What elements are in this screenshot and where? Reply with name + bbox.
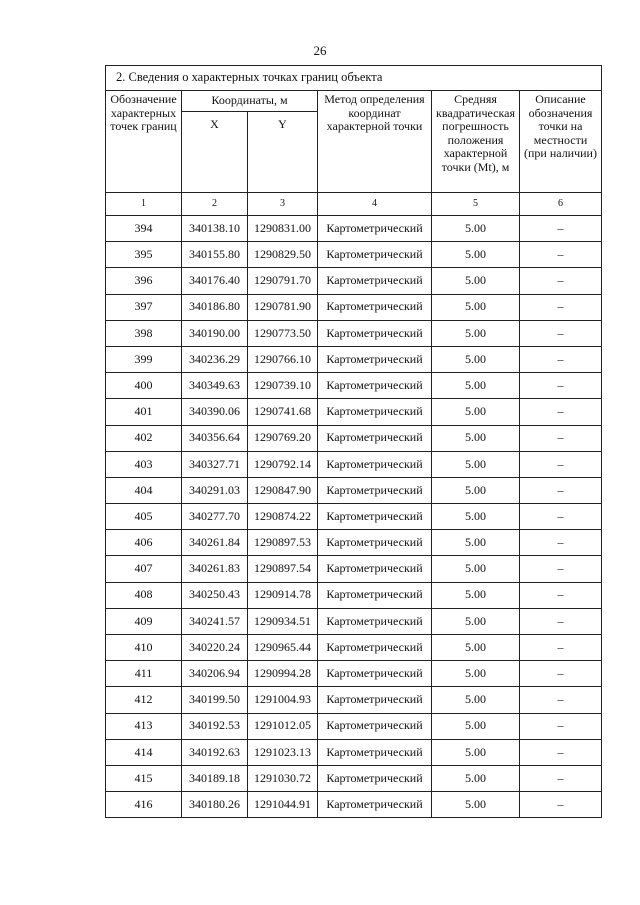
- description-cell: –: [520, 635, 602, 661]
- point-id-cell: 395: [106, 242, 182, 268]
- x-coordinate-cell: 340186.80: [182, 294, 248, 320]
- point-id-cell: 404: [106, 477, 182, 503]
- x-coordinate-cell: 340176.40: [182, 268, 248, 294]
- method-cell: Картометрический: [318, 635, 432, 661]
- point-id-cell: 401: [106, 399, 182, 425]
- description-cell: –: [520, 608, 602, 634]
- point-id-cell: 407: [106, 556, 182, 582]
- point-id-cell: 413: [106, 713, 182, 739]
- y-coordinate-cell: 1290965.44: [248, 635, 318, 661]
- method-cell: Картометрический: [318, 477, 432, 503]
- description-cell: –: [520, 687, 602, 713]
- y-coordinate-cell: 1290769.20: [248, 425, 318, 451]
- accuracy-cell: 5.00: [432, 425, 520, 451]
- accuracy-cell: 5.00: [432, 530, 520, 556]
- accuracy-cell: 5.00: [432, 242, 520, 268]
- point-id-cell: 409: [106, 608, 182, 634]
- table-row: [106, 765, 602, 791]
- description-cell: –: [520, 451, 602, 477]
- accuracy-cell: 5.00: [432, 216, 520, 242]
- method-cell: Картометрический: [318, 739, 432, 765]
- description-cell: –: [520, 294, 602, 320]
- table-row: [106, 530, 602, 556]
- accuracy-cell: 5.00: [432, 320, 520, 346]
- method-cell: Картометрический: [318, 661, 432, 687]
- method-cell: Картометрический: [318, 687, 432, 713]
- x-coordinate-cell: 340261.83: [182, 556, 248, 582]
- method-cell: Картометрический: [318, 451, 432, 477]
- point-id-cell: 394: [106, 216, 182, 242]
- accuracy-cell: 5.00: [432, 504, 520, 530]
- x-coordinate-cell: 340192.53: [182, 713, 248, 739]
- x-coordinate-cell: 340291.03: [182, 477, 248, 503]
- y-coordinate-cell: 1291023.13: [248, 739, 318, 765]
- method-cell: Картометрический: [318, 268, 432, 294]
- point-id-cell: 396: [106, 268, 182, 294]
- x-coordinate-cell: 340356.64: [182, 425, 248, 451]
- description-cell: –: [520, 320, 602, 346]
- accuracy-cell: 5.00: [432, 582, 520, 608]
- description-cell: –: [520, 373, 602, 399]
- accuracy-cell: 5.00: [432, 792, 520, 818]
- table-row: [106, 635, 602, 661]
- method-cell: Картометрический: [318, 504, 432, 530]
- table-row: [106, 504, 602, 530]
- description-cell: –: [520, 765, 602, 791]
- table-row: [106, 399, 602, 425]
- y-coordinate-cell: 1290773.50: [248, 320, 318, 346]
- table-caption-row: [106, 66, 602, 91]
- y-coordinate-cell: 1291004.93: [248, 687, 318, 713]
- accuracy-cell: 5.00: [432, 713, 520, 739]
- y-coordinate-cell: 1290897.54: [248, 556, 318, 582]
- description-cell: –: [520, 661, 602, 687]
- table-row: [106, 425, 602, 451]
- table-row: [106, 268, 602, 294]
- y-coordinate-cell: 1290994.28: [248, 661, 318, 687]
- point-id-cell: 410: [106, 635, 182, 661]
- accuracy-cell: 5.00: [432, 765, 520, 791]
- x-coordinate-cell: 340241.57: [182, 608, 248, 634]
- y-coordinate-cell: 1290791.70: [248, 268, 318, 294]
- description-cell: –: [520, 346, 602, 372]
- method-cell: Картометрический: [318, 346, 432, 372]
- accuracy-cell: 5.00: [432, 399, 520, 425]
- y-coordinate-cell: 1290874.22: [248, 504, 318, 530]
- description-cell: –: [520, 556, 602, 582]
- y-coordinate-cell: 1290847.90: [248, 477, 318, 503]
- table-row: [106, 582, 602, 608]
- description-cell: –: [520, 739, 602, 765]
- y-coordinate-cell: 1290766.10: [248, 346, 318, 372]
- method-cell: Картометрический: [318, 530, 432, 556]
- method-cell: Картометрический: [318, 216, 432, 242]
- description-cell: –: [520, 399, 602, 425]
- description-cell: –: [520, 268, 602, 294]
- y-coordinate-cell: 1290781.90: [248, 294, 318, 320]
- table-row: [106, 661, 602, 687]
- table-row: [106, 346, 602, 372]
- column-number: 1: [106, 193, 182, 216]
- point-id-cell: 397: [106, 294, 182, 320]
- table-row: [106, 294, 602, 320]
- header-row: [106, 91, 602, 112]
- description-cell: –: [520, 477, 602, 503]
- header-designation: Обозначение характерных точек границ: [106, 91, 182, 193]
- point-id-cell: 405: [106, 504, 182, 530]
- y-coordinate-cell: 1290897.53: [248, 530, 318, 556]
- accuracy-cell: 5.00: [432, 556, 520, 582]
- x-coordinate-cell: 340250.43: [182, 582, 248, 608]
- method-cell: Картометрический: [318, 765, 432, 791]
- accuracy-cell: 5.00: [432, 477, 520, 503]
- table-row: [106, 373, 602, 399]
- table-row: [106, 320, 602, 346]
- header-description: Описание обозначения точки на местности (при наличии): [520, 91, 602, 193]
- point-id-cell: 400: [106, 373, 182, 399]
- accuracy-cell: 5.00: [432, 451, 520, 477]
- accuracy-cell: 5.00: [432, 687, 520, 713]
- accuracy-cell: 5.00: [432, 294, 520, 320]
- point-id-cell: 408: [106, 582, 182, 608]
- table-row: [106, 216, 602, 242]
- method-cell: Картометрический: [318, 792, 432, 818]
- accuracy-cell: 5.00: [432, 739, 520, 765]
- description-cell: –: [520, 242, 602, 268]
- method-cell: Картометрический: [318, 242, 432, 268]
- header-y: Y: [248, 112, 318, 193]
- boundary-points-table: [105, 65, 602, 818]
- table-row: [106, 608, 602, 634]
- y-coordinate-cell: 1290831.00: [248, 216, 318, 242]
- column-number: 5: [432, 193, 520, 216]
- point-id-cell: 406: [106, 530, 182, 556]
- x-coordinate-cell: 340349.63: [182, 373, 248, 399]
- method-cell: Картометрический: [318, 320, 432, 346]
- x-coordinate-cell: 340155.80: [182, 242, 248, 268]
- method-cell: Картометрический: [318, 425, 432, 451]
- method-cell: Картометрический: [318, 582, 432, 608]
- y-coordinate-cell: 1291030.72: [248, 765, 318, 791]
- accuracy-cell: 5.00: [432, 346, 520, 372]
- table-row: [106, 739, 602, 765]
- column-number: 2: [182, 193, 248, 216]
- y-coordinate-cell: 1290934.51: [248, 608, 318, 634]
- header-x: X: [182, 112, 248, 193]
- header-method: Метод определения координат характерной точки: [318, 91, 432, 193]
- x-coordinate-cell: 340277.70: [182, 504, 248, 530]
- x-coordinate-cell: 340390.06: [182, 399, 248, 425]
- method-cell: Картометрический: [318, 373, 432, 399]
- table-row: [106, 477, 602, 503]
- table-row: [106, 713, 602, 739]
- description-cell: –: [520, 582, 602, 608]
- point-id-cell: 411: [106, 661, 182, 687]
- point-id-cell: 415: [106, 765, 182, 791]
- page-number: 26: [313, 43, 327, 58]
- column-number: 4: [318, 193, 432, 216]
- table-caption: 2. Сведения о характерных точках границ объекта: [106, 66, 602, 91]
- description-cell: –: [520, 530, 602, 556]
- description-cell: –: [520, 713, 602, 739]
- table-row: [106, 792, 602, 818]
- y-coordinate-cell: 1290914.78: [248, 582, 318, 608]
- x-coordinate-cell: 340236.29: [182, 346, 248, 372]
- description-cell: –: [520, 216, 602, 242]
- point-id-cell: 398: [106, 320, 182, 346]
- accuracy-cell: 5.00: [432, 635, 520, 661]
- accuracy-cell: 5.00: [432, 661, 520, 687]
- y-coordinate-cell: 1290741.68: [248, 399, 318, 425]
- x-coordinate-cell: 340327.71: [182, 451, 248, 477]
- table-row: [106, 556, 602, 582]
- point-id-cell: 402: [106, 425, 182, 451]
- x-coordinate-cell: 340206.94: [182, 661, 248, 687]
- x-coordinate-cell: 340189.18: [182, 765, 248, 791]
- description-cell: –: [520, 425, 602, 451]
- y-coordinate-cell: 1290792.14: [248, 451, 318, 477]
- description-cell: –: [520, 792, 602, 818]
- table-row: [106, 242, 602, 268]
- column-number: 3: [248, 193, 318, 216]
- point-id-cell: 416: [106, 792, 182, 818]
- accuracy-cell: 5.00: [432, 268, 520, 294]
- accuracy-cell: 5.00: [432, 608, 520, 634]
- x-coordinate-cell: 340180.26: [182, 792, 248, 818]
- table-row: [106, 451, 602, 477]
- y-coordinate-cell: 1291012.05: [248, 713, 318, 739]
- header-accuracy: Средняя квадратическая погрешность положения характерной точки (Mt), м: [432, 91, 520, 193]
- method-cell: Картометрический: [318, 608, 432, 634]
- description-cell: –: [520, 504, 602, 530]
- x-coordinate-cell: 340220.24: [182, 635, 248, 661]
- column-numbers-row: [106, 193, 602, 216]
- method-cell: Картометрический: [318, 556, 432, 582]
- x-coordinate-cell: 340190.00: [182, 320, 248, 346]
- x-coordinate-cell: 340261.84: [182, 530, 248, 556]
- y-coordinate-cell: 1290829.50: [248, 242, 318, 268]
- point-id-cell: 414: [106, 739, 182, 765]
- point-id-cell: 412: [106, 687, 182, 713]
- column-number: 6: [520, 193, 602, 216]
- x-coordinate-cell: 340138.10: [182, 216, 248, 242]
- header-coordinates: Координаты, м: [182, 91, 318, 112]
- method-cell: Картометрический: [318, 399, 432, 425]
- method-cell: Картометрический: [318, 294, 432, 320]
- point-id-cell: 403: [106, 451, 182, 477]
- y-coordinate-cell: 1290739.10: [248, 373, 318, 399]
- x-coordinate-cell: 340199.50: [182, 687, 248, 713]
- table-row: [106, 687, 602, 713]
- point-id-cell: 399: [106, 346, 182, 372]
- accuracy-cell: 5.00: [432, 373, 520, 399]
- y-coordinate-cell: 1291044.91: [248, 792, 318, 818]
- x-coordinate-cell: 340192.63: [182, 739, 248, 765]
- method-cell: Картометрический: [318, 713, 432, 739]
